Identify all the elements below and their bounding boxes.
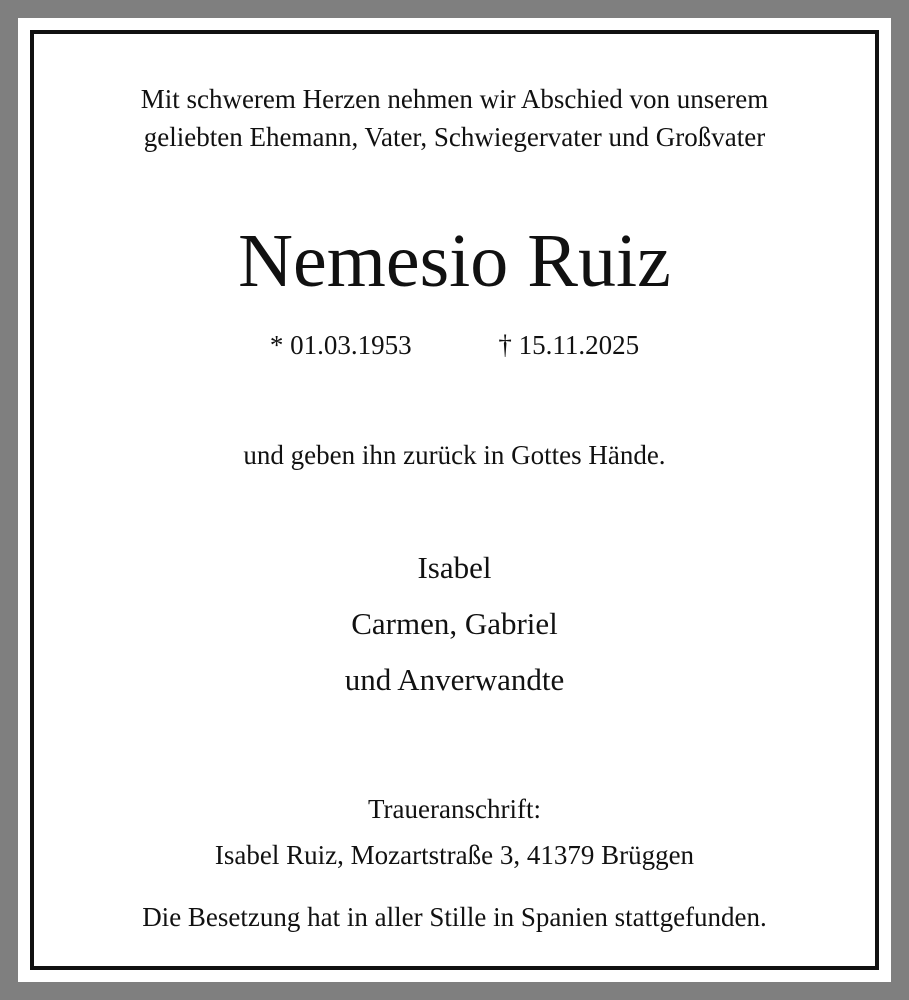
deceased-name: Nemesio Ruiz <box>238 219 671 303</box>
obituary-frame <box>30 30 879 970</box>
obituary-content <box>34 34 875 966</box>
obituary-page <box>18 18 891 982</box>
address-label: Traueranschrift: <box>368 794 541 824</box>
life-dates <box>34 328 875 362</box>
mourner-line: Carmen, Gabriel <box>351 606 558 641</box>
intro-line-2: geliebten Ehemann, Vater, Schwiegervater und Großvater <box>143 122 766 152</box>
closing-note: Die Besetzung hat in aller Stille in Spanien stattgefunden. <box>142 902 767 932</box>
mourners-list <box>34 540 875 708</box>
mourning-address: Isabel Ruiz, Mozartstraße 3, 41379 Brüggen <box>214 840 695 870</box>
birth-date: * 01.03.1953 <box>269 330 412 360</box>
mourner-line: Isabel <box>417 550 492 585</box>
death-date: † 15.11.2025 <box>498 330 640 360</box>
intro-line-1: Mit schwerem Herzen nehmen wir Abschied von unserem <box>140 84 769 114</box>
intro-text <box>34 80 875 156</box>
mourner-line: und Anverwandte <box>344 662 565 697</box>
farewell-phrase: und geben ihn zurück in Gottes Hände. <box>243 440 666 470</box>
